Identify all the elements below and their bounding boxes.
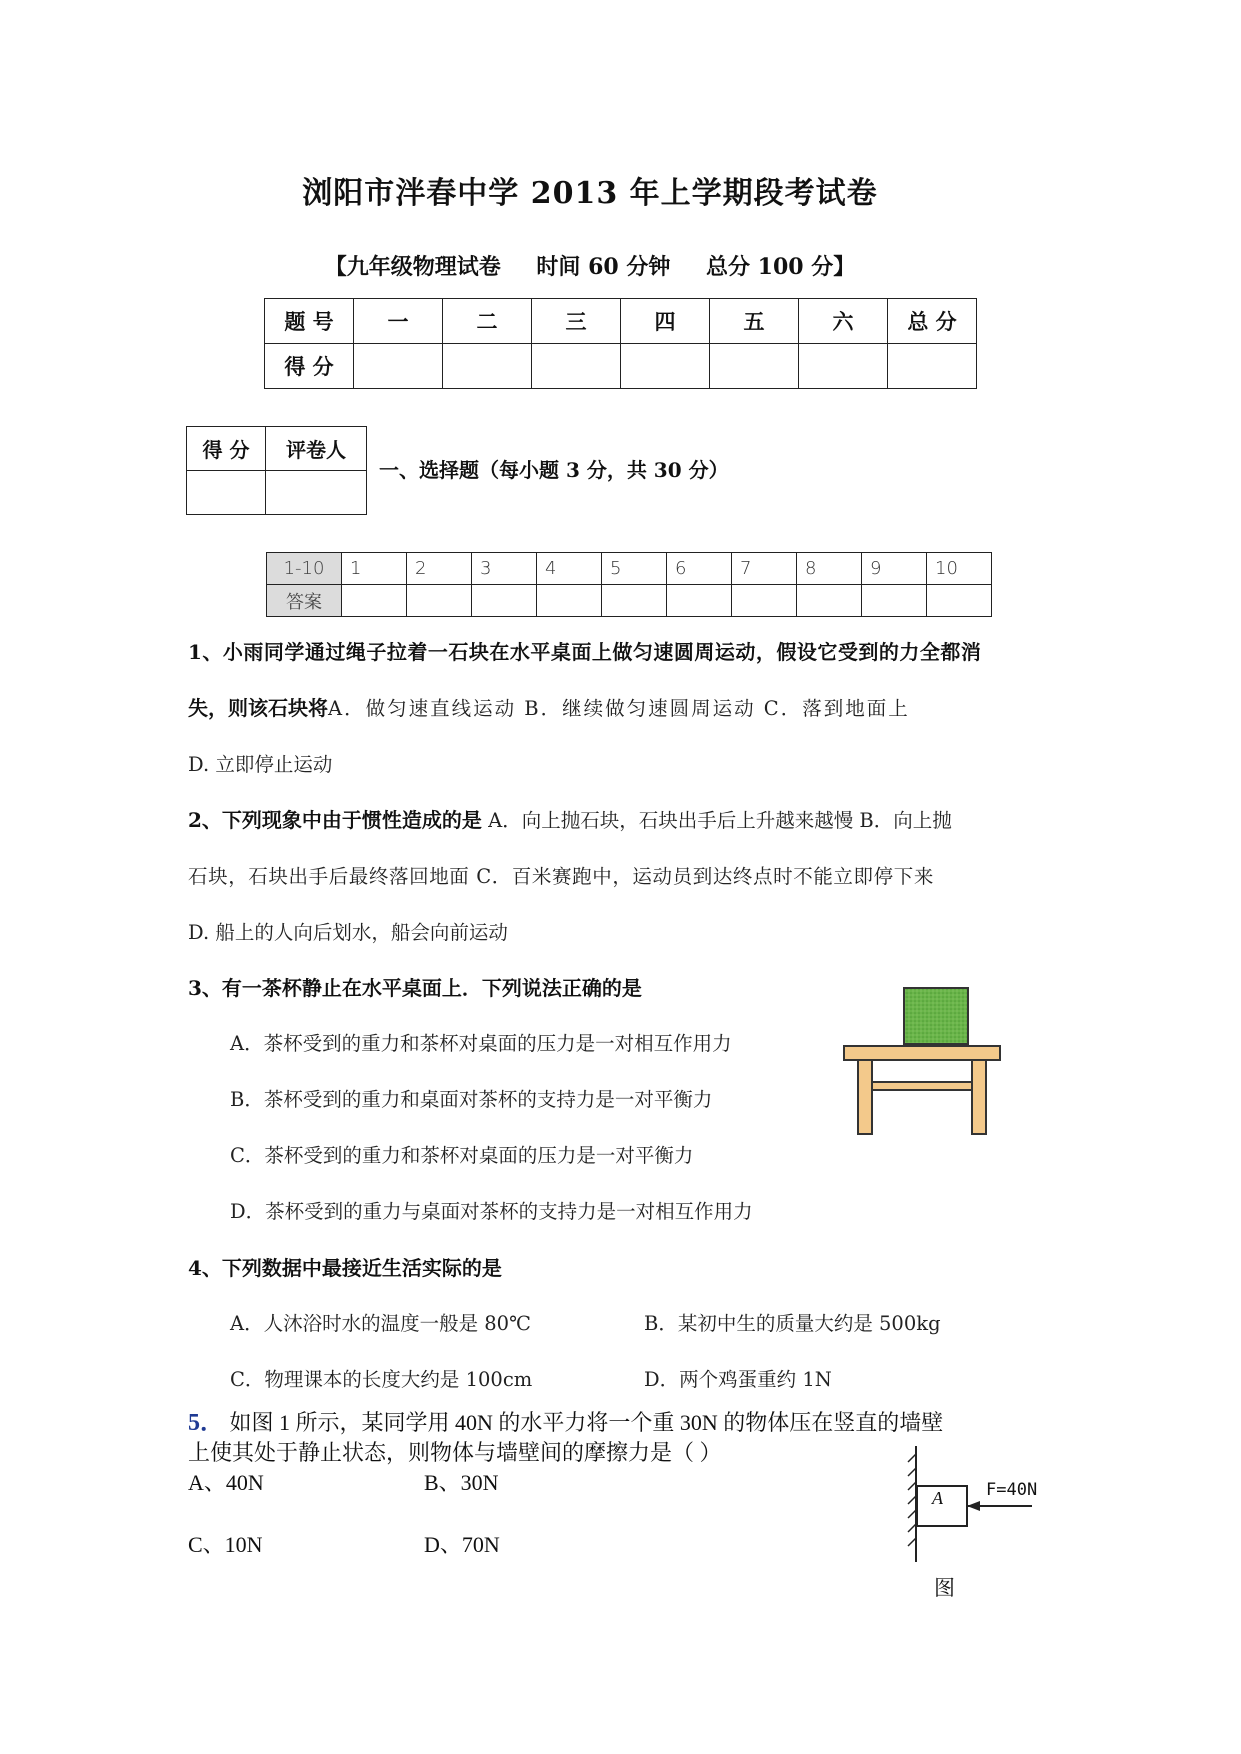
subtitle-subject: 【九年级物理试卷 bbox=[324, 254, 501, 280]
q5-stem-line1: 如图 1 所示，某同学用 40N 的水平力将一个重 30N 的物体压在竖直的墙壁 bbox=[224, 1410, 944, 1435]
q2-option-d: D. 船上的人向后划水，船会向前运动 bbox=[188, 921, 508, 944]
answer-blank-cell[interactable] bbox=[407, 585, 472, 617]
figure-force-label: F=40N bbox=[986, 1480, 1038, 1500]
q2-options-line2: 石块，石块出手后最终落回地面 C．百米赛跑中，运动员到达终点时不能立即停下来 bbox=[188, 865, 934, 888]
figure-caption: 图 bbox=[934, 1576, 955, 1600]
answer-blank-cell[interactable] bbox=[342, 585, 407, 617]
score-header-cell: 二 bbox=[443, 299, 532, 344]
score-blank-cell[interactable] bbox=[710, 344, 799, 389]
q3-stem: 3、有一茶杯静止在水平桌面上．下列说法正确的是 bbox=[188, 976, 642, 1000]
cup-on-table-illustration bbox=[842, 984, 1002, 1136]
score-blank-cell[interactable] bbox=[888, 344, 977, 389]
q3-option-b: B．茶杯受到的重力和桌面对茶杯的支持力是一对平衡力 bbox=[230, 1088, 713, 1111]
q1-stem-line1: 1、小雨同学通过绳子拉着一石块在水平桌面上做匀速圆周运动，假设它受到的力全都消 bbox=[188, 640, 982, 664]
figure-block-label: A bbox=[932, 1488, 943, 1508]
score-header-cell: 四 bbox=[621, 299, 710, 344]
score-table-header-row bbox=[265, 299, 977, 344]
answer-number: 8 bbox=[797, 553, 862, 585]
grader-name-blank[interactable] bbox=[266, 471, 367, 515]
answer-blank-cell[interactable] bbox=[472, 585, 537, 617]
answer-number: 1 bbox=[342, 553, 407, 585]
score-blank-cell[interactable] bbox=[532, 344, 621, 389]
answer-blank-cell[interactable] bbox=[602, 585, 667, 617]
grader-score-label: 得 分 bbox=[187, 427, 266, 471]
answer-number: 9 bbox=[862, 553, 927, 585]
score-row-label: 得 分 bbox=[265, 344, 354, 389]
answer-blank-cell[interactable] bbox=[537, 585, 602, 617]
q1-option-d: D. 立即停止运动 bbox=[188, 753, 333, 776]
q4-stem: 4、下列数据中最接近生活实际的是 bbox=[188, 1256, 502, 1280]
score-header-cell: 三 bbox=[532, 299, 621, 344]
grader-table bbox=[186, 426, 367, 515]
q4-option-d: D．两个鸡蛋重约 1N bbox=[644, 1368, 832, 1391]
q5-option-c: C、10N bbox=[188, 1532, 263, 1557]
answer-row-label: 1-10 bbox=[267, 553, 342, 585]
q5-stem-line2: 上使其处于静止状态，则物体与墙壁间的摩擦力是（ ） bbox=[188, 1440, 722, 1465]
q2-stem: 2、下列现象中由于惯性造成的是 bbox=[188, 808, 482, 832]
q2-options-line1: A．向上抛石块，石块出手后上升越来越慢 B．向上抛 bbox=[481, 809, 952, 832]
answer-number: 5 bbox=[602, 553, 667, 585]
grader-name-label: 评卷人 bbox=[266, 427, 367, 471]
answer-number: 4 bbox=[537, 553, 602, 585]
answer-blank-cell[interactable] bbox=[797, 585, 862, 617]
q5-option-b: B、30N bbox=[424, 1470, 499, 1495]
score-blank-cell[interactable] bbox=[443, 344, 532, 389]
answer-number: 3 bbox=[472, 553, 537, 585]
score-header-cell: 六 bbox=[799, 299, 888, 344]
q1-options: A．做匀速直线运动 B．继续做匀速圆周运动 C．落到地面上 bbox=[328, 697, 910, 720]
answer-blank-cell[interactable] bbox=[927, 585, 992, 617]
score-blank-cell[interactable] bbox=[621, 344, 710, 389]
cup-icon bbox=[904, 988, 968, 1044]
q4-option-a: A．人沐浴时水的温度一般是 80℃ bbox=[230, 1312, 531, 1335]
question-1 bbox=[188, 624, 1058, 793]
table-icon bbox=[844, 1046, 1000, 1134]
answer-blank-cell[interactable] bbox=[862, 585, 927, 617]
score-table bbox=[264, 298, 977, 389]
subtitle-total: 总分 100 分】 bbox=[706, 254, 856, 280]
score-header-cell: 总 分 bbox=[888, 299, 977, 344]
q3-option-a: A．茶杯受到的重力和茶杯对桌面的压力是一对相互作用力 bbox=[230, 1032, 732, 1055]
wall-block-icon bbox=[892, 1442, 1062, 1566]
answer-row-label: 答案 bbox=[267, 585, 342, 617]
answer-number: 2 bbox=[407, 553, 472, 585]
q3-option-c: C．茶杯受到的重力和茶杯对桌面的压力是一对平衡力 bbox=[230, 1144, 694, 1167]
grader-score-blank[interactable] bbox=[187, 471, 266, 515]
page-title: 浏阳市泮春中学 2013 年上学期段考试卷 bbox=[302, 176, 878, 211]
score-blank-cell[interactable] bbox=[354, 344, 443, 389]
question-4 bbox=[188, 1240, 1058, 1408]
answer-number: 10 bbox=[927, 553, 992, 585]
subtitle-time: 时间 60 分钟 bbox=[536, 254, 671, 280]
score-blank-cell[interactable] bbox=[799, 344, 888, 389]
q4-option-c: C．物理课本的长度大约是 100cm bbox=[230, 1368, 533, 1391]
score-table-score-row bbox=[265, 344, 977, 389]
score-header-cell: 五 bbox=[710, 299, 799, 344]
q5-option-d: D、70N bbox=[424, 1532, 500, 1557]
q1-stem-line2: 失，则该石块将 bbox=[188, 696, 328, 720]
wall-force-figure bbox=[892, 1442, 1062, 1602]
q5-number: 5． bbox=[188, 1410, 224, 1436]
answer-blank-cell[interactable] bbox=[667, 585, 732, 617]
answer-number: 7 bbox=[732, 553, 797, 585]
section-heading: 一、选择题（每小题 3 分，共 30 分） bbox=[379, 458, 729, 482]
answer-number: 6 bbox=[667, 553, 732, 585]
q3-option-d: D．茶杯受到的重力与桌面对茶杯的支持力是一对相互作用力 bbox=[230, 1200, 753, 1223]
score-header-cell: 题 号 bbox=[265, 299, 354, 344]
q5-option-a: A、40N bbox=[188, 1470, 264, 1495]
score-header-cell: 一 bbox=[354, 299, 443, 344]
answer-table bbox=[266, 552, 992, 617]
exam-subtitle bbox=[0, 250, 1180, 281]
question-2 bbox=[188, 792, 1058, 961]
answer-blank-cell[interactable] bbox=[732, 585, 797, 617]
q4-option-b: B．某初中生的质量大约是 500kg bbox=[644, 1312, 941, 1335]
